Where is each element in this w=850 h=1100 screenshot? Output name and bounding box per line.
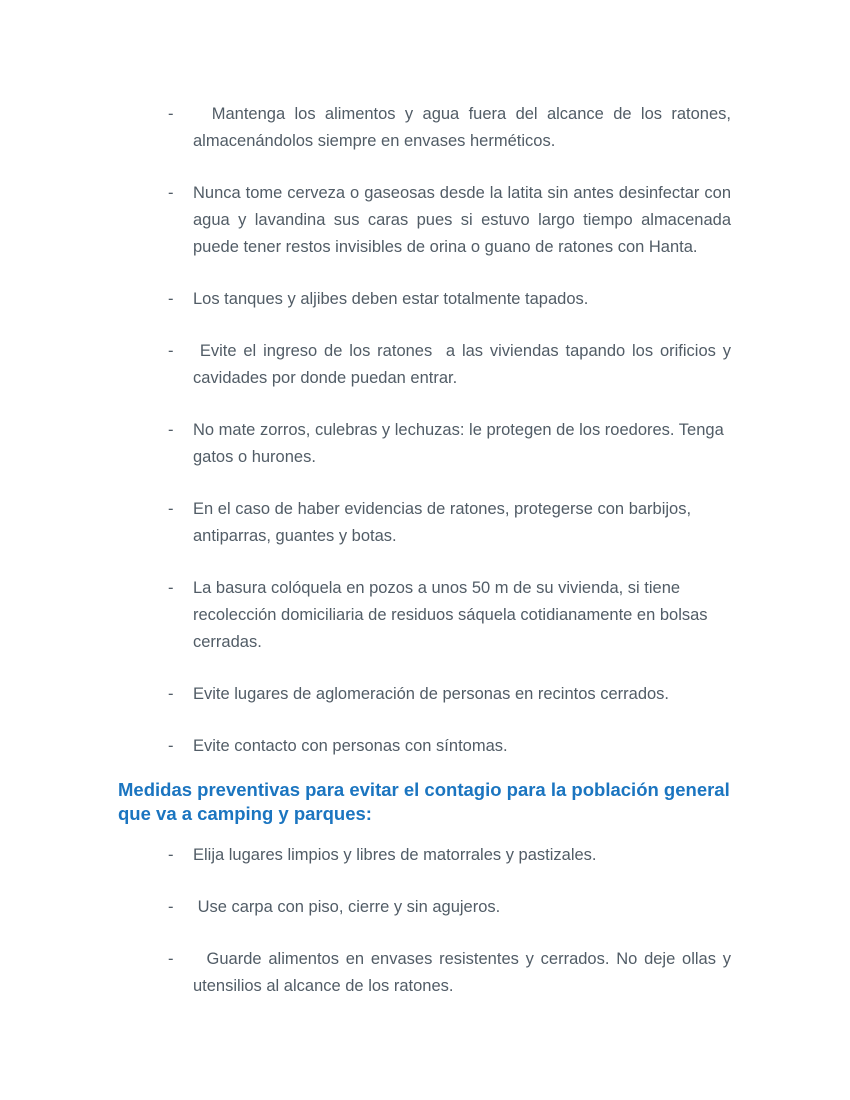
list-item-text: No mate zorros, culebras y lechuzas: le protegen de los roedores. Tenga gatos o hurones. bbox=[193, 421, 724, 466]
bullet-dash: - bbox=[168, 184, 174, 202]
list-item-text: La basura colóquela en pozos a unos 50 m de su vivienda, si tiene recolección domiciliaria de residuos sáquela cotidianamente en bolsas cerradas. bbox=[193, 579, 708, 651]
list-item-text: Los tanques y aljibes deben estar totalmente tapados. bbox=[193, 290, 589, 308]
list-item-text: Evite contacto con personas con síntomas. bbox=[193, 737, 508, 755]
bullet-dash: - bbox=[168, 898, 174, 916]
list-item bbox=[168, 496, 850, 550]
list-item-text: En el caso de haber evidencias de ratones, protegerse con barbijos, antiparras, guantes y botas. bbox=[193, 500, 692, 545]
bullet-dash: - bbox=[168, 737, 174, 755]
list-item bbox=[168, 894, 850, 921]
bullet-dash: - bbox=[168, 950, 174, 968]
bullet-dash: - bbox=[168, 105, 174, 123]
list-item bbox=[168, 575, 850, 656]
list-item-text: Nunca tome cerveza o gaseosas desde la latita sin antes desinfectar con agua y lavandina sus caras pues si estuvo largo tiempo almacenada puede tener restos invisibles de orina o guano de ratones con Hanta. bbox=[193, 184, 731, 256]
list-item-text: Evite el ingreso de los ratones a las viviendas tapando los orificios y cavidades por donde puedan entrar. bbox=[193, 342, 731, 387]
list-item bbox=[168, 946, 850, 1000]
list-item bbox=[168, 338, 850, 392]
list-item bbox=[168, 842, 850, 869]
list-item bbox=[168, 101, 850, 155]
prevention-list-camping bbox=[168, 842, 850, 1000]
list-item-text: Mantenga los alimentos y agua fuera del alcance de los ratones, almacenándolos siempre en envases herméticos. bbox=[193, 105, 731, 150]
list-item-text: Elija lugares limpios y libres de matorrales y pastizales. bbox=[193, 846, 597, 864]
list-item-text: Evite lugares de aglomeración de personas en recintos cerrados. bbox=[193, 685, 670, 703]
bullet-dash: - bbox=[168, 846, 174, 864]
list-item bbox=[168, 417, 850, 471]
bullet-dash: - bbox=[168, 421, 174, 439]
prevention-list-household bbox=[168, 101, 850, 760]
list-item bbox=[168, 733, 850, 760]
bullet-dash: - bbox=[168, 342, 174, 360]
bullet-dash: - bbox=[168, 685, 174, 703]
list-item-text: Use carpa con piso, cierre y sin agujeros. bbox=[193, 898, 501, 916]
list-item-text: Guarde alimentos en envases resistentes y cerrados. No deje ollas y utensilios al alcance de los ratones. bbox=[193, 950, 731, 995]
bullet-dash: - bbox=[168, 579, 174, 597]
bullet-dash: - bbox=[168, 290, 174, 308]
list-item bbox=[168, 180, 850, 261]
bullet-dash: - bbox=[168, 500, 174, 518]
list-item bbox=[168, 681, 850, 708]
section-heading: Medidas preventivas para evitar el contagio para la población general que va a camping y parques: bbox=[118, 779, 730, 824]
list-item bbox=[168, 286, 850, 313]
